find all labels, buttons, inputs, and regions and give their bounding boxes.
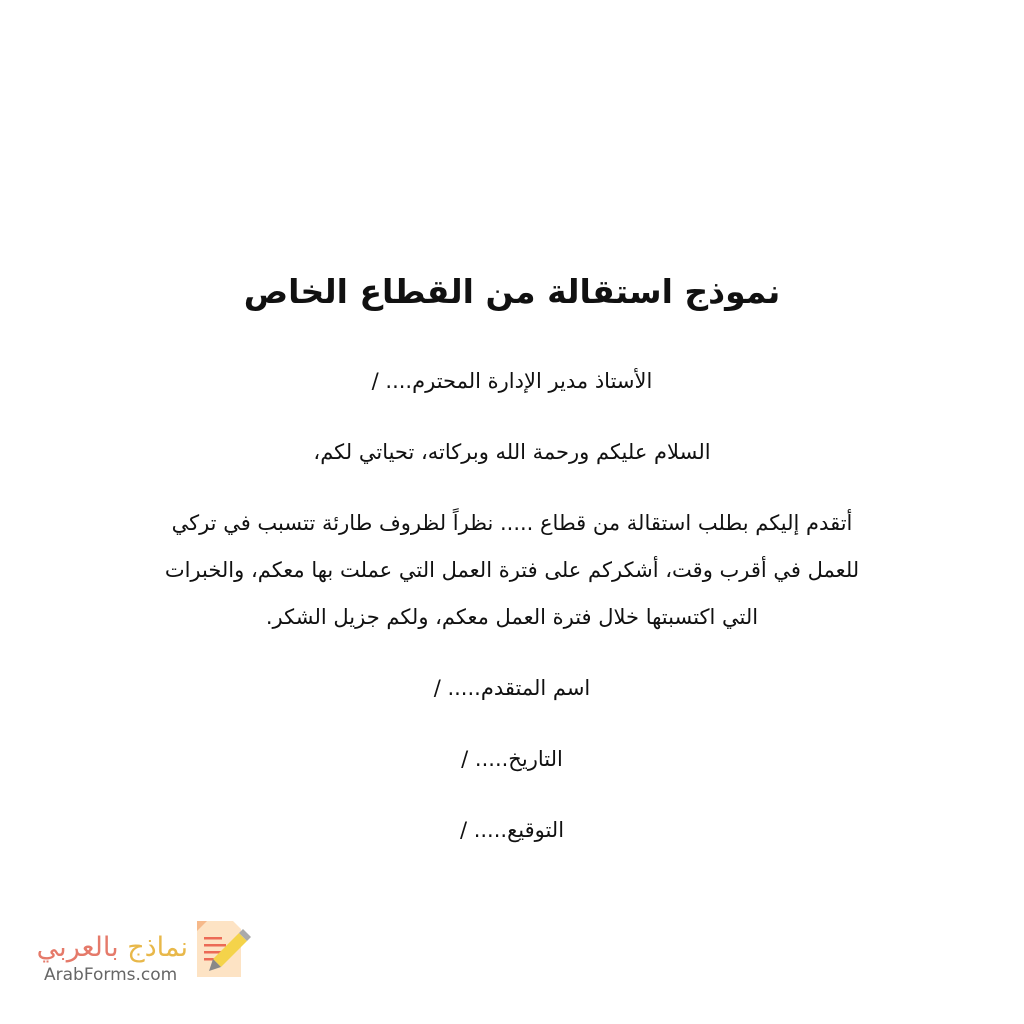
logo-english-text: ArabForms.com	[44, 965, 178, 985]
logo-word-1: نماذج	[127, 932, 188, 963]
page-title: نموذج استقالة من القطاع الخاص	[243, 272, 781, 311]
recipient-line: الأستاذ مدير الإدارة المحترم.... /	[371, 369, 653, 393]
resignation-letter	[160, 262, 864, 878]
logo-arabic-text	[37, 932, 188, 963]
signature-line: التوقيع..... /	[459, 818, 565, 842]
greeting-line: السلام عليكم ورحمة الله وبركاته، تحياتي لكم،	[313, 440, 711, 464]
date-line: التاريخ..... /	[461, 747, 563, 771]
body-paragraph: أتقدم إليكم بطلب استقالة من قطاع ..... نظراً لظروف طارئة تتسبب في تركي للعمل في أقرب وقت، أشكركم على فترة العمل التي عملت بها معكم، والخبرات التي اكتسبتها خلال فترة العمل معكم، ولكم جزيل الشكر.	[164, 511, 860, 629]
applicant-name-line: اسم المتقدم..... /	[433, 676, 591, 700]
document-pencil-icon	[195, 917, 251, 981]
arabforms-logo	[30, 915, 250, 990]
logo-word-2: بالعربي	[36, 932, 119, 963]
